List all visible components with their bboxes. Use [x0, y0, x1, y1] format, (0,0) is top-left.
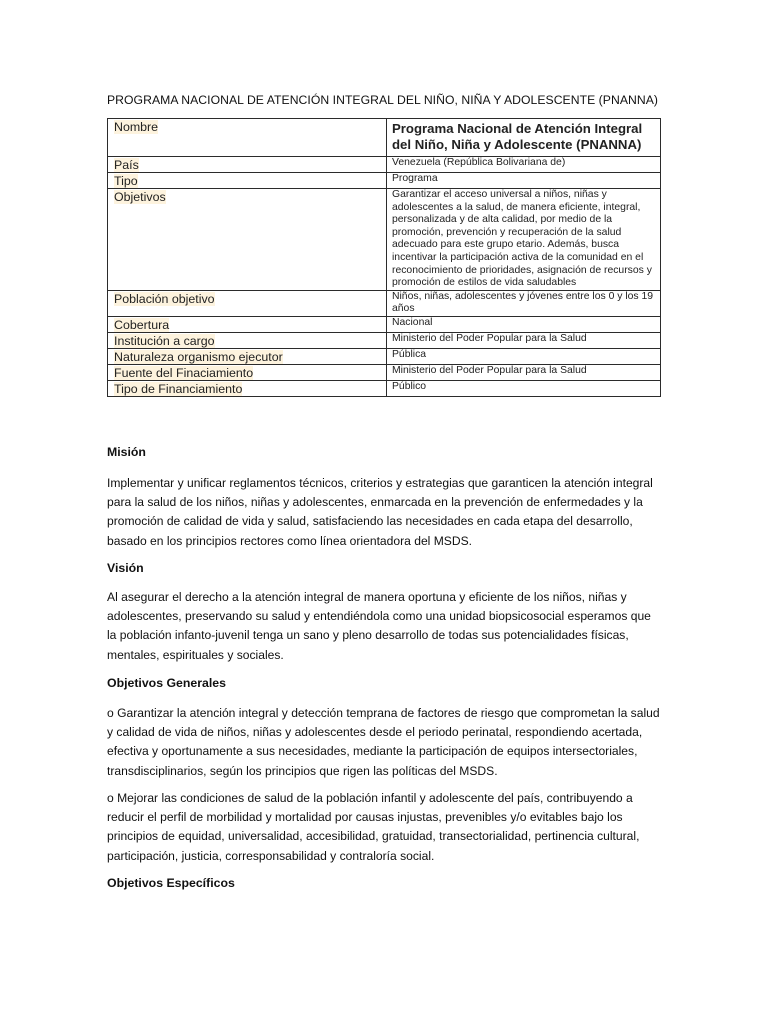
table-row: [108, 332, 661, 348]
document-title: PROGRAMA NACIONAL DE ATENCIÓN INTEGRAL DEL NIÑO, NIÑA Y ADOLESCENTE (PNANNA): [107, 93, 658, 107]
table-row: [108, 173, 661, 189]
row-label: Nombre: [108, 119, 387, 157]
row-value: Ministerio del Poder Popular para la Salud: [387, 332, 661, 348]
table-row: [108, 189, 661, 291]
row-label: Naturaleza organismo ejecutor: [108, 348, 387, 364]
row-value: Público: [387, 380, 661, 396]
objetivo-general-item: o Mejorar las condiciones de salud de la población infantil y adolescente del país, contribuyendo a reducir el perfil de morbilidad y mortalidad por causas injustas, prevenibles y/o evitables bajo los principios de equidad, universalidad, accesibilidad, gratuidad, transectorialidad, pertinencia cultural, participación, justicia, corresponsabilidad y contraloría social.: [107, 791, 640, 863]
table-row: [108, 316, 661, 332]
row-label: Institución a cargo: [108, 332, 387, 348]
row-label: Población objetivo: [108, 290, 387, 316]
objetivos-especificos-heading: Objetivos Específicos: [107, 876, 235, 890]
row-value: Nacional: [387, 316, 661, 332]
row-label: Fuente del Finaciamiento: [108, 364, 387, 380]
row-label: Objetivos: [108, 189, 387, 291]
mision-heading: Misión: [107, 445, 146, 459]
program-info-table: [107, 118, 661, 397]
row-value: Venezuela (República Bolivariana de): [387, 157, 661, 173]
table-row: [108, 119, 661, 157]
vision-text: Al asegurar el derecho a la atención integral de manera oportuna y eficiente de los niños, niñas y adolescentes, preservando su salud y entendiéndola como una unidad biopsicosocial esperamos que la población infanto-juvenil tenga un sano y pleno desarrollo de todas sus potencialidades físicas, mentales, espirituales y sociales.: [107, 590, 651, 662]
mision-text: Implementar y unificar reglamentos técnicos, criterios y estrategias que garanticen la atención integral para la salud de los niños, niñas y adolescentes, enmarcada en la prevención de enfermedades y la promoción de calidad de vida y salud, satisfaciendo las necesidades en cada etapa del desarrollo, basado en los principios rectores como línea orientadora del MSDS.: [107, 476, 653, 548]
row-label: Cobertura: [108, 316, 387, 332]
objetivo-general-item: o Garantizar la atención integral y detección temprana de factores de riesgo que comprometan la salud y calidad de vida de niños, niñas y adolescentes desde el periodo perinatal, respondiendo acertada, efectiva y oportunamente a sus necesidades, mediante la participación de equipos intersectoriales, transdisciplinarios, según los principios que rigen las políticas del MSDS.: [107, 706, 660, 778]
row-label: País: [108, 157, 387, 173]
table-row: [108, 290, 661, 316]
row-value: Ministerio del Poder Popular para la Salud: [387, 364, 661, 380]
table-row: [108, 157, 661, 173]
row-value: Garantizar el acceso universal a niños, niñas y adolescentes a la salud, de manera eficiente, integral, personalizada y de alta calidad, por medio de la promoción, prevención y recuperación de la salud adecuado para este grupo etario. Además, busca incentivar la participación activa de la comunidad en el reconocimiento de prioridades, asignación de recursos y promoción de estilos de vida saludables: [387, 189, 661, 291]
table-row: [108, 348, 661, 364]
objetivos-generales-heading: Objetivos Generales: [107, 676, 226, 690]
row-value: Programa: [387, 173, 661, 189]
row-value: Niños, niñas, adolescentes y jóvenes entre los 0 y los 19 años: [387, 290, 661, 316]
table-row: [108, 364, 661, 380]
table-row: [108, 380, 661, 396]
row-label: Tipo: [108, 173, 387, 189]
row-value: Pública: [387, 348, 661, 364]
vision-heading: Visión: [107, 561, 144, 575]
row-value: Programa Nacional de Atención Integral del Niño, Niña y Adolescente (PNANNA): [387, 119, 661, 157]
row-label: Tipo de Financiamiento: [108, 380, 387, 396]
